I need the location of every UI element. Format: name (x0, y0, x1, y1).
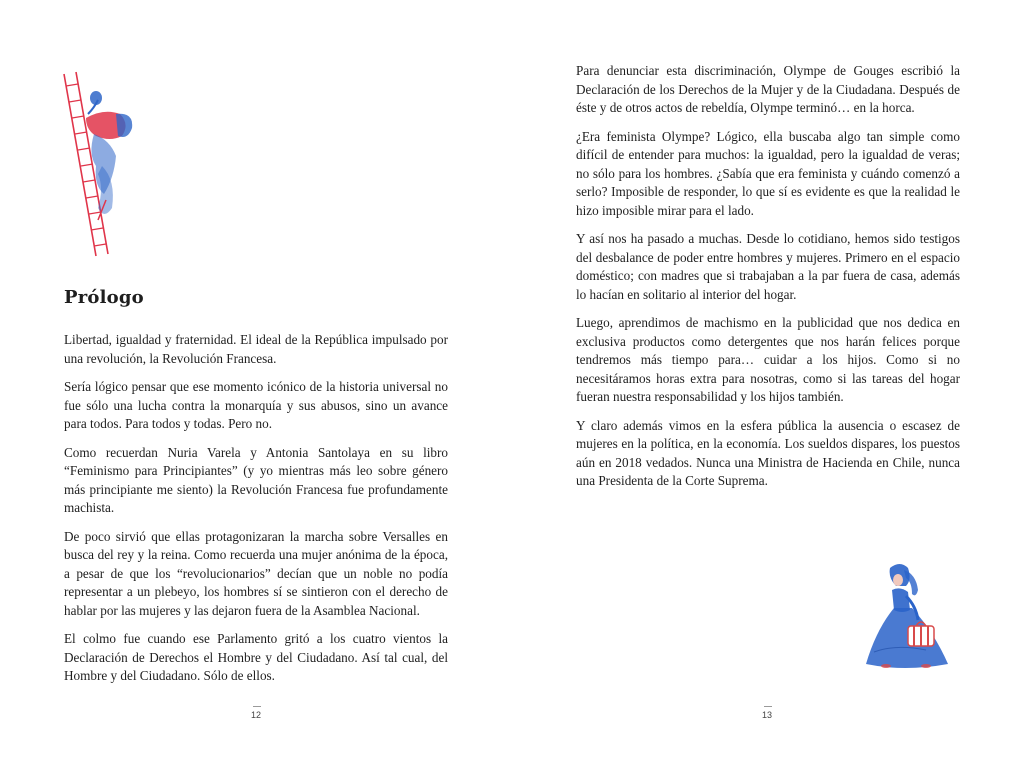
paragraph: Y así nos ha pasado a muchas. Desde lo cotidiano, hemos sido testigos del desbalance de poder entre hombres y mujeres. Primero en el espacio doméstico; con madres que si trabajaban a la par fuera de casa, además lo hacían en solitario al interior del hogar. (576, 231, 960, 302)
paragraph: Para denunciar esta discriminación, Olympe de Gouges escribió la Declaración de los Derechos de la Mujer y de la Ciudadana. Después de éste y de otros actos de rebeldía, Olympe terminó… en la horca. (576, 63, 960, 115)
paragraph: El colmo fue cuando ese Parlamento gritó a los cuatro vientos la Declaración de Derechos el Hombre y del Ciudadano. Así tal cual, del Hombre y del Ciudadano. Sólo de ellos. (64, 631, 448, 683)
page-number: 13 (762, 710, 773, 720)
folio-rule (764, 706, 772, 707)
paragraph: Y claro además vimos en la esfera pública la ausencia o escasez de mujeres en la política, en la economía. Los sueldos dispares, los puestos aún en 2018 vedados. Nunca una Ministra de Hacienda en Chile, nunca una Presidenta de la Corte Suprema. (576, 417, 960, 488)
paragraph: Sería lógico pensar que ese momento icónico de la historia universal no fue sólo una lucha contra la monarquía y sus abusos, sino un avance para todos. Para todos y todas. Pero no. (64, 379, 448, 431)
paragraph: Libertad, igualdad y fraternidad. El ideal de la República impulsado por una revolución, la Revolución Francesa. (64, 332, 448, 366)
left-body-text (64, 331, 448, 696)
paragraph: ¿Era feminista Olympe? Lógico, ella buscaba algo tan simple como difícil de entender para muchos: la igualdad, pero la igualdad de veras; no sólo para los hombres. ¿Sabía que era feminista y cuándo comenzó a serlo? Imposible de responder, lo que sí es evidente es que la realidad le hizo imposible mirar para el lado. (576, 128, 960, 218)
woman-in-blue-dress-icon (856, 560, 958, 672)
paragraph: Como recuerdan Nuria Varela y Antonia Santolaya en su libro “Feminismo para Principiantes” (y yo mientras más leo sobre género más principiante me siento) la Revolución Francesa fue profundamente machista. (64, 444, 448, 515)
right-page (512, 0, 1024, 768)
right-body-text (576, 62, 960, 501)
page-number: 12 (251, 710, 262, 720)
folio-rule (253, 706, 261, 707)
page-title: Prólogo (64, 287, 144, 308)
paragraph: Luego, aprendimos de machismo en la publicidad que nos dedica en exclusiva productos como detergentes que nos harán felices porque tendremos más tiempo para… cuidar a los hijos. Como si no necesitáramos horas extra para nosotras, como si las tareas del hogar fueran nuestra responsabilidad y los hijos también. (576, 315, 960, 404)
paragraph: De poco sirvió que ellas protagonizaran la marcha sobre Versalles en busca del rey y la reina. Como recuerda una mujer anónima de la época, a pesar de que los “revolucionarios” decían que un noble no podía representar a un plebeyo, los hombres sí se sintieron con el derecho de hablar por las mujeres y las dejaron fuera de la Asamblea Nacional. (64, 528, 448, 618)
figure-climbing-ladder-icon (58, 70, 142, 262)
